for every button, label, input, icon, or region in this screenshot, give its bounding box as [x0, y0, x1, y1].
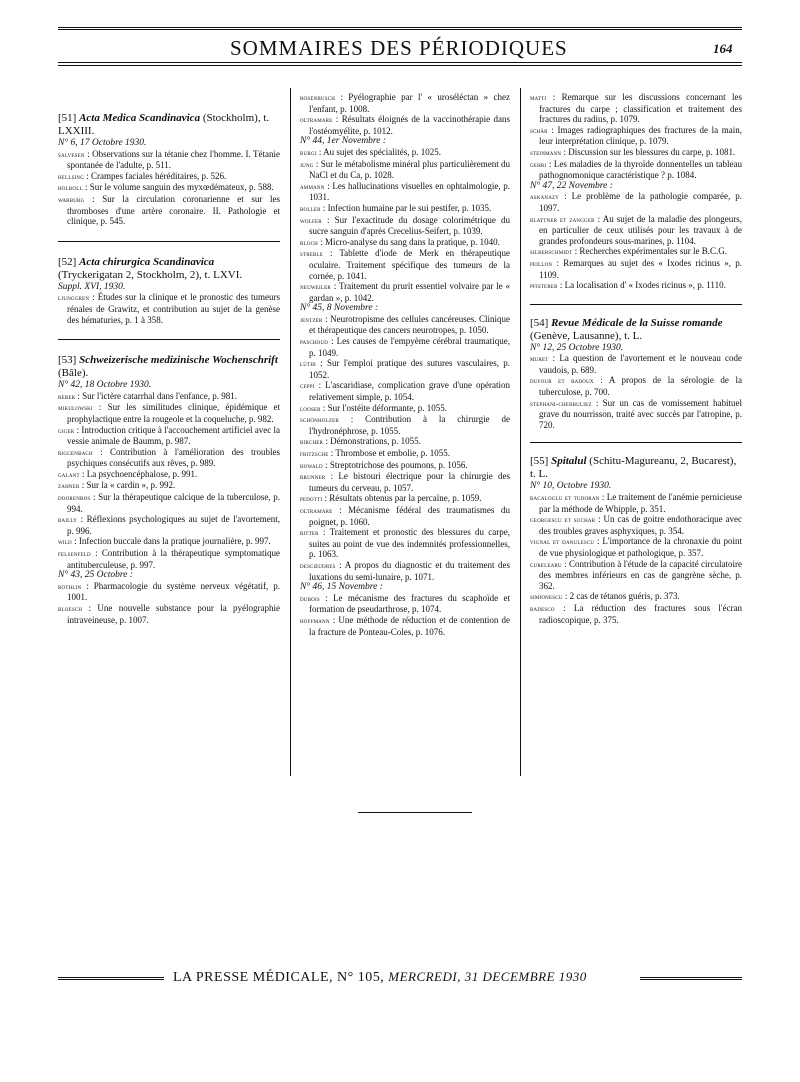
article-entry [58, 425, 280, 447]
article-title: : Sur la « cardin », p. 992. [81, 480, 176, 491]
article-title: : Traitement et pronostic des blessures du carpe, suites au point de vue des indemnités professionnelles, p. 1063. [309, 527, 511, 560]
entry-list [58, 292, 280, 325]
article-title: : Pharmacologie du système nerveux végétatif, p. 1001. [67, 580, 281, 603]
article-title: : Observations sur la tétanie chez l'homme. I. Tétanie spontanée de l'adulte, p. 511. [67, 148, 281, 171]
author-name: badesco [530, 603, 555, 613]
column-divider-2 [520, 88, 521, 776]
article-title: : La psychoencéphalose, p. 991. [82, 468, 198, 479]
author-name: askanazy [530, 192, 560, 202]
author-name: bircher [300, 437, 324, 447]
journal-title: [52] Acta chirurgica Scandinavica (Tryckerigatan 2, Stockholm, 2), t. LXVI. [58, 255, 243, 281]
author-name: jung [300, 159, 314, 169]
author-name: neuweiler [300, 282, 331, 292]
author-name: bailly [58, 515, 78, 525]
article-title: : Sur le métabolisme minéral plus particulièrement du NaCl et du Ca, p. 1028. [309, 158, 511, 181]
column-2 [300, 92, 510, 637]
article-entry [530, 398, 742, 431]
article-title: : Sur la circulation coronarienne et sur les thromboses d'une artère coronaire. II. Pathologie et clinique, p. 545. [67, 193, 281, 227]
author-name: schär [530, 125, 548, 135]
author-name: rothlin [58, 581, 82, 591]
author-name: oltramare [300, 115, 333, 125]
section-rule [58, 339, 280, 340]
article-entry [58, 514, 280, 536]
article-entry [530, 214, 742, 247]
author-name: warburg [58, 194, 85, 204]
article-title: : Démonstrations, p. 1055. [325, 436, 421, 447]
entry-list [530, 492, 742, 625]
article-title: : Sur l'ostéite déformante, p. 1055. [322, 402, 448, 413]
author-name: streble [300, 249, 324, 259]
issue-heading: N° 42, 18 Octobre 1930. [58, 380, 152, 391]
article-entry [300, 380, 510, 402]
article-entry [300, 460, 510, 472]
header-rule-2 [58, 65, 742, 66]
author-name: brunner [300, 472, 326, 482]
article-entry [300, 336, 510, 358]
bottom-short-rule [358, 812, 472, 813]
article-title: : Les hallucinations visuelles en ophtalmologie, p. 1031. [309, 180, 510, 203]
article-title: : Recherches expérimentales sur le B.C.G. [574, 246, 728, 257]
author-name: descœudres [300, 560, 336, 570]
author-name: paschoud [300, 337, 329, 347]
article-entry [530, 536, 742, 558]
article-title: : A propos du diagnostic et du traitement des luxations du semi-lunaire, p. 1071. [309, 559, 510, 582]
entry-list [530, 353, 742, 430]
article-entry [530, 603, 742, 625]
article-title: : Sur un cas de vomissement habituel grave du nourrisson, traité avec succès par l'atropine, p. 720. [539, 397, 742, 430]
article-title: : Thrombose et embolie, p. 1055. [330, 448, 451, 458]
article-title: : Le traitement de l'anémie pernicieuse par la méthode de Whipple, p. 351. [539, 492, 743, 514]
article-title: : Sur l'emploi pratique des sutures vasculaires, p. 1052. [309, 358, 511, 380]
article-title: : Sur le volume sanguin des myxœdémateux, p. 588. [84, 182, 274, 193]
author-name: dufour et badoux [530, 376, 594, 386]
author-name: muret [530, 354, 549, 364]
article-title: : Contribution à l'étude de la capacité circulatoire des membres inférieurs en cas de gangrène sèche, p. 362. [539, 558, 742, 591]
article-entry [300, 505, 510, 527]
section-rule [530, 442, 742, 443]
article-entry [58, 536, 280, 548]
article-title: : Sur les similitudes clinique, épidémique et prophylactique entre la rougeole et la coqueluche, p. 982. [67, 402, 280, 424]
article-entry [300, 215, 510, 237]
article-entry [58, 171, 280, 183]
issue-heading: Suppl. XVI, 1930. [58, 281, 126, 292]
article-entry [300, 203, 510, 215]
article-title: : Infection humaine par le sui pestifer, p. 1035. [322, 202, 492, 213]
article-entry [300, 560, 510, 582]
article-entry [58, 149, 280, 171]
article-entry [530, 353, 742, 375]
author-name: boller [300, 203, 321, 213]
article-title: : Streptotrichose des poumons, p. 1056. [325, 459, 468, 470]
article-title: : Contribution à la chirurgie de l'hydronéphrose, p. 1055. [309, 414, 511, 436]
article-title: : Le bistouri électrique pour la chirurgie des tumeurs du cerveau, p. 1057. [309, 471, 510, 493]
article-entry [58, 581, 280, 603]
author-name: felsenfeld [58, 549, 91, 559]
author-name: giger [58, 425, 75, 435]
author-name: jentzer [300, 314, 323, 324]
article-title: : Au sujet de la maladie des plongeurs, en particulier de ceux utilisés pour les travaux à de grandes profondeurs sous-marines, p. 1104. [539, 213, 743, 246]
article-entry [530, 258, 742, 280]
issue-heading: N° 46, 15 Novembre : [300, 582, 383, 593]
article-title: : Remarque sur les discussions concernant les fractures du carpe ; classification et traitement des fractures du radius, p. 1079. [539, 92, 743, 125]
article-entry [300, 403, 510, 415]
journal-title: [55] Spitalul (Schitu-Magureanu, 2, Bucarest), t. L. [530, 455, 737, 481]
author-name: matti [530, 93, 547, 102]
article-entry [300, 92, 510, 114]
entry-list [300, 147, 510, 303]
article-entry [530, 591, 742, 603]
article-entry [300, 471, 510, 493]
article-entry [300, 448, 510, 460]
entry-list [300, 314, 510, 582]
issue-heading: N° 44, 1er Novembre : [300, 136, 387, 147]
article-title: : Une méthode de réduction et de contention de la fracture de Ponteau-Coles, p. 1076. [309, 614, 511, 637]
footer-journal: LA PRESSE MÉDICALE, N° 105, [173, 970, 385, 985]
article-title: : Infection buccale dans la pratique journalière, p. 997. [74, 536, 271, 547]
article-entry [300, 436, 510, 448]
article-title: : La réduction des fractures sous l'écran radioscopique, p. 375. [539, 602, 742, 625]
issue-heading: N° 10, Octobre 1930. [530, 481, 612, 492]
page-number: 164 [713, 41, 733, 56]
author-name: steinmann [530, 147, 562, 157]
column-divider-1 [290, 88, 291, 776]
article-entry [300, 358, 510, 380]
entry-list [300, 92, 510, 136]
article-title: : L'ascaridiase, complication grave d'une opération relativement simple, p. 1054. [309, 380, 511, 403]
article-entry [530, 514, 742, 536]
author-name: lüthi [300, 359, 316, 369]
article-entry [58, 603, 280, 625]
author-name: hoffmann [300, 615, 330, 625]
author-name: riggenbach [58, 447, 93, 457]
article-title: : Sur la thérapeutique calcique de la tuberculose, p. 994. [67, 492, 280, 514]
article-title: : Traitement du prurit essentiel volvaire par le « gardan », p. 1042. [309, 281, 510, 303]
article-entry [58, 292, 280, 325]
article-entry [300, 615, 510, 637]
top-double-rule [58, 27, 742, 30]
article-entry [530, 246, 742, 258]
article-title: : Micro-analyse du sang dans la pratique, p. 1040. [320, 236, 500, 247]
article-title: : La localisation d' « Ixodes ricinus », p. 1110. [559, 280, 726, 291]
entry-list [530, 92, 742, 181]
author-name: reber [58, 391, 76, 401]
author-name: gehri [530, 159, 547, 169]
author-name: blattner et zangger [530, 214, 595, 224]
article-title: : Le mécanisme des fractures du scaphoïde et formation de pseudarthrose, p. 1074. [309, 592, 510, 615]
article-entry [300, 281, 510, 303]
author-name: stephani-cherbuliez [530, 398, 592, 408]
author-name: wild [58, 537, 72, 547]
article-title: : Tablette d'iode de Merk en thérapeutique oculaire. Traitement spécifique des tumeurs de la cornée, p. 1041. [309, 248, 510, 281]
author-name: bloesch [58, 604, 83, 613]
article-title: : Les causes de l'empyème cérébral traumatique, p. 1049. [309, 336, 510, 358]
article-title: : Contribution à l'amélioration des troubles psychiques consécutifs aux rêves, p. 989. [67, 446, 280, 469]
article-title: : Au sujet des spécialités, p. 1025. [318, 146, 442, 157]
author-name: bacaloglu et tudoran [530, 493, 600, 503]
article-entry [530, 125, 742, 147]
author-name: pfisterer [530, 281, 558, 291]
entry-list [58, 149, 280, 227]
article-title: : Contribution à la thérapeutique symptomatique antituberculeuse, p. 997. [67, 548, 280, 570]
article-title: : Un cas de goitre endothoracique avec des troubles graves asphyxiques, p. 354. [539, 514, 742, 536]
article-title: : Images radiographiques des fractures de la main, leur interprétation clinique, p. 1079. [539, 124, 742, 147]
author-name: mikulowski [58, 403, 93, 413]
author-name: pedotti [300, 494, 323, 504]
author-name: peillon [530, 258, 553, 268]
article-entry [58, 402, 280, 424]
article-entry [300, 114, 510, 136]
author-name: doorenbos [58, 493, 91, 503]
author-name: simionescu [530, 592, 563, 602]
article-entry [300, 493, 510, 505]
article-entry [58, 194, 280, 227]
article-title: : Crampes faciales héréditaires, p. 526. [86, 170, 227, 181]
entry-list [58, 391, 280, 571]
header-rule [58, 62, 742, 63]
author-name: georgescu et suchar [530, 515, 596, 525]
author-name: oltramare [300, 505, 333, 515]
article-entry [530, 492, 742, 514]
article-title: : Mécanisme fédéral des traumatismes du poignet, p. 1060. [309, 504, 511, 527]
article-title: : Une nouvelle substance pour la pyélographie intraveineuse, p. 1007. [67, 603, 281, 625]
article-entry [300, 414, 510, 436]
article-title: : L'importance de la chronaxie du point de vue physiologique et pathologique, p. 357. [539, 536, 742, 558]
article-title: : Résultats éloignés de la vaccinothérapie dans l'ostéomyélite, p. 1012. [309, 114, 510, 136]
issue-heading: N° 45, 8 Novembre : [300, 303, 379, 314]
column-3 [530, 92, 742, 625]
footer-rule-left [58, 977, 164, 980]
author-name: wolfer [300, 215, 322, 225]
article-title: : Neurotropisme des cellules cancéreuses. Clinique et thérapeutique des cancers neurotropes, p. 1050. [309, 313, 510, 336]
section-rule [58, 241, 280, 242]
author-name: zahner [58, 481, 80, 491]
issue-heading: N° 47, 22 Novembre : [530, 180, 613, 191]
author-name: bloch [300, 237, 318, 247]
section-rule [530, 304, 742, 305]
article-entry [530, 280, 742, 292]
author-name: schönholzer [300, 415, 339, 425]
article-title: : Remarques au sujet des « Ixodes ricinus », p. 1109. [539, 257, 742, 280]
article-title: : La question de l'avortement et le nouveau code vaudois, p. 689. [539, 353, 743, 375]
journal-title: [51] Acta Medica Scandinavica (Stockholm), t. LXXIII. [58, 112, 270, 137]
article-entry [58, 492, 280, 514]
article-title: : Sur l'exactitude du dosage colorimétrique du sucre sanguin d'après Crecelius-Seifert, p. 1039. [309, 214, 511, 237]
article-entry [58, 480, 280, 492]
article-entry [300, 237, 510, 249]
article-entry [530, 191, 742, 213]
entry-list [300, 593, 510, 637]
author-name: burgi [300, 147, 317, 157]
article-entry [530, 159, 742, 181]
entry-list [530, 191, 742, 291]
article-entry [300, 248, 510, 281]
footer-rule-right [640, 977, 742, 980]
issue-heading: N° 43, 25 Octobre : [58, 570, 133, 581]
article-title: : Résultats obtenus par la percaïne, p. 1059. [324, 493, 482, 504]
article-entry [58, 447, 280, 469]
footer-text [173, 969, 587, 986]
author-name: looser [300, 403, 321, 413]
article-title: : Les maladies de la thyroïde donnentelles un tableau pathognomonique caractéristique ? p. 1084. [539, 158, 742, 181]
article-entry [300, 181, 510, 203]
article-title: : Pyélographie par l' « uroséléctan » chez l'enfant, p. 1008. [309, 92, 510, 114]
author-name: holboll [58, 183, 83, 193]
author-name: hellsing [58, 171, 85, 181]
author-name: vignal et danulescu [530, 537, 595, 547]
article-title: : Sur l'ictère catarrhal dans l'enfance, p. 981. [77, 390, 238, 401]
article-title: : Réflexions psychologiques au sujet de l'avortement, p. 996. [67, 514, 280, 536]
article-title: : Études sur la clinique et le pronostic des tumeurs rénales de Grawitz, et contribution au sujet de la genèse des hématuries, p. 1 à 358. [67, 292, 280, 325]
journal-title: [53] Schweizerische medizinische Wochenschrift (Bâle). [58, 354, 278, 380]
article-entry [300, 159, 510, 181]
issue-heading: N° 12, 25 Octobre 1930. [530, 342, 624, 353]
article-entry [530, 375, 742, 397]
article-title: : Le problème de la pathologie comparée, p. 1097. [539, 191, 743, 213]
article-entry [530, 147, 742, 159]
author-name: howald [300, 460, 323, 470]
issue-heading: N° 6, 17 Octobre 1930. [58, 138, 147, 148]
article-entry [530, 559, 742, 592]
page-title: SOMMAIRES DES PÉRIODIQUES [230, 36, 568, 60]
article-entry [300, 314, 510, 336]
author-name: ceppi [300, 381, 315, 391]
footer-date: MERCREDI, 31 DECEMBRE 1930 [388, 969, 587, 984]
author-name: ammann [300, 181, 325, 191]
article-entry [300, 527, 510, 560]
article-entry [58, 391, 280, 403]
author-name: galant [58, 469, 80, 479]
article-entry [58, 182, 280, 194]
article-entry [530, 92, 742, 125]
article-entry [300, 147, 510, 159]
author-name: curelearu [530, 559, 562, 569]
author-name: salvesen [58, 149, 85, 159]
author-name: ljunggren [58, 293, 90, 303]
article-entry [58, 548, 280, 570]
journal-title: [54] Revue Médicale de la Suisse romande (Genève, Lausanne), t. L. [530, 316, 723, 342]
article-entry [300, 593, 510, 615]
column-1 [58, 112, 280, 625]
author-name: fritzsche [300, 449, 329, 458]
article-title: : Discussion sur les blessures du carpe, p. 1081. [563, 146, 736, 157]
author-name: rosenbusch [300, 93, 336, 102]
article-entry [58, 469, 280, 481]
article-title: : 2 cas de tétanos guéris, p. 373. [564, 591, 680, 602]
entry-list [58, 581, 280, 625]
article-title: : A propos de la sérologie de la tuberculose, p. 700. [539, 375, 743, 398]
article-title: : Introduction critique à l'accouchement artificiel avec la vessie animale de Baumm, p. 987. [67, 424, 280, 447]
author-name: silberschmidt [530, 247, 573, 257]
author-name: ritter [300, 528, 319, 538]
author-name: dubois [300, 593, 320, 603]
